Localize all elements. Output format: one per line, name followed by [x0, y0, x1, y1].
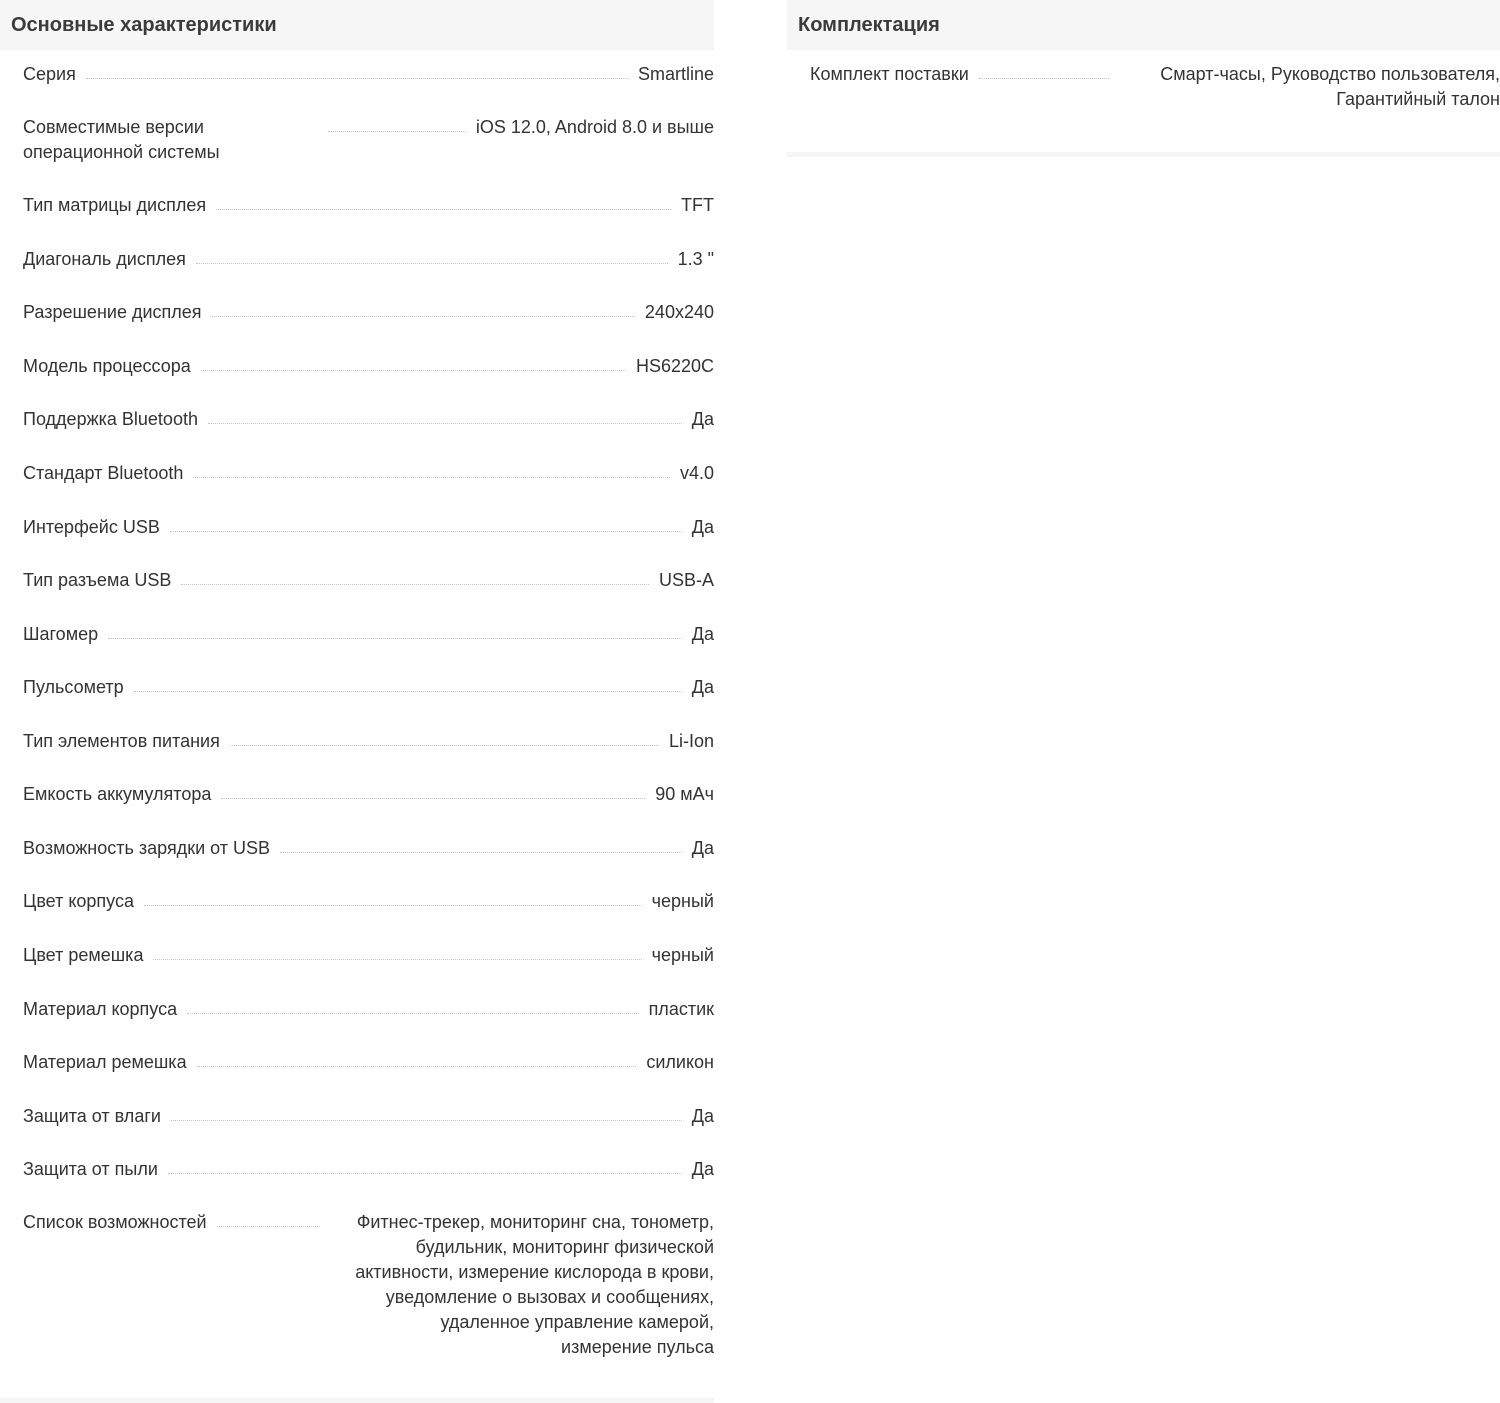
spec-row [23, 354, 714, 379]
dotted-leader [197, 1050, 637, 1067]
spec-row [23, 193, 714, 218]
spec-value: iOS 12.0, Android 8.0 и выше [475, 117, 714, 137]
spec-name: Возможность зарядки от USB [23, 838, 270, 858]
spec-value: черный [651, 945, 714, 965]
dotted-leader [216, 193, 671, 210]
spec-name: Защита от пыли [23, 1159, 158, 1179]
dotted-leader [208, 407, 682, 424]
dotted-leader [153, 943, 641, 960]
spec-name: Материал корпуса [23, 999, 178, 1019]
spec-value: Смарт-часы, Руководство пользователя, Гарантийный талон [1160, 64, 1500, 109]
spec-value: TFT [681, 195, 714, 215]
spec-row [23, 943, 714, 968]
main-specs-title: Основные характеристики [0, 0, 714, 50]
spec-value: Да [691, 1159, 714, 1179]
spec-row [23, 729, 714, 754]
package-panel [787, 0, 1500, 157]
spec-name: Тип матрицы дисплея [23, 195, 207, 215]
package-title: Комплектация [787, 0, 1500, 50]
spec-row [23, 997, 714, 1022]
spec-name: Тип элементов питания [23, 731, 220, 751]
spec-value: Да [691, 838, 714, 858]
dotted-leader [212, 300, 635, 317]
spec-name: Интерфейс USB [23, 517, 160, 537]
spec-value: 240x240 [644, 302, 714, 322]
spec-row [23, 622, 714, 647]
spec-value: Li-Ion [668, 731, 714, 751]
dotted-leader [193, 461, 670, 478]
dotted-leader [187, 997, 638, 1014]
spec-name: Емкость аккумулятора [23, 784, 212, 804]
dotted-leader [134, 675, 682, 692]
spec-row [23, 62, 714, 87]
dotted-leader [170, 515, 682, 532]
spec-name: Комплект поставки [810, 64, 969, 84]
spec-row [810, 62, 1500, 112]
dotted-leader [201, 354, 626, 371]
spec-value: Да [691, 1106, 714, 1126]
spec-row [23, 889, 714, 914]
spec-name: Тип разъема USB [23, 570, 172, 590]
dotted-leader [144, 889, 642, 906]
spec-name: Цвет корпуса [23, 891, 134, 911]
spec-name: Шагомер [23, 624, 99, 644]
spec-row [23, 568, 714, 593]
dotted-leader [86, 62, 628, 79]
spec-name: Разрешение дисплея [23, 302, 202, 322]
dotted-leader [221, 782, 645, 799]
spec-value: силикон [646, 1052, 714, 1072]
spec-value: Да [691, 517, 714, 537]
spec-row [23, 1157, 714, 1182]
dotted-leader [217, 1210, 320, 1227]
spec-name: Список возможностей [23, 1212, 207, 1232]
spec-value: черный [651, 891, 714, 911]
spec-name: Модель процессора [23, 356, 191, 376]
spec-name: Пульсометр [23, 677, 124, 697]
spec-name: Стандарт Bluetooth [23, 463, 184, 483]
spec-value: Да [691, 624, 714, 644]
spec-value: Фитнес-трекер, мониторинг сна, тонометр, будильник, мониторинг физической активности, измерение кислорода в крови, уведомление о вызовах и сообщениях, удаленное управление камерой, измерение пульса [355, 1212, 714, 1357]
panel-bottom-border [0, 1398, 714, 1403]
dotted-leader [168, 1157, 682, 1174]
spec-row [23, 115, 714, 165]
dotted-leader [108, 622, 682, 639]
dotted-leader [230, 729, 659, 746]
spec-value: пластик [648, 999, 714, 1019]
spec-row [23, 461, 714, 486]
spec-name: Серия [23, 64, 76, 84]
panel-bottom-border [787, 152, 1500, 157]
spec-row [23, 247, 714, 272]
spec-row [23, 836, 714, 861]
spec-value: 90 мАч [655, 784, 714, 804]
spec-value: 1.3 " [677, 249, 714, 269]
main-specs-panel [0, 0, 714, 1403]
spec-row [23, 515, 714, 540]
dotted-leader [181, 568, 649, 585]
spec-row [23, 782, 714, 807]
spec-row [23, 1050, 714, 1075]
spec-row [23, 1210, 714, 1360]
spec-row [23, 675, 714, 700]
spec-value: Да [691, 677, 714, 697]
dotted-leader [328, 115, 466, 132]
dotted-leader [280, 836, 682, 853]
spec-name: Цвет ремешка [23, 945, 144, 965]
spec-value: Да [691, 409, 714, 429]
spec-value: HS6220C [635, 356, 714, 376]
spec-name: Поддержка Bluetooth [23, 409, 198, 429]
spec-row [23, 407, 714, 432]
spec-value: USB-A [658, 570, 714, 590]
spec-row [23, 300, 714, 325]
spec-row [23, 1104, 714, 1129]
spec-value: v4.0 [679, 463, 714, 483]
spec-name: Совместимые версии операционной системы [23, 117, 220, 162]
spec-name: Защита от влаги [23, 1106, 161, 1126]
dotted-leader [171, 1104, 682, 1121]
dotted-leader [196, 247, 668, 264]
spec-name: Материал ремешка [23, 1052, 187, 1072]
spec-name: Диагональ дисплея [23, 249, 186, 269]
dotted-leader [979, 62, 1109, 79]
spec-value: Smartline [637, 64, 714, 84]
